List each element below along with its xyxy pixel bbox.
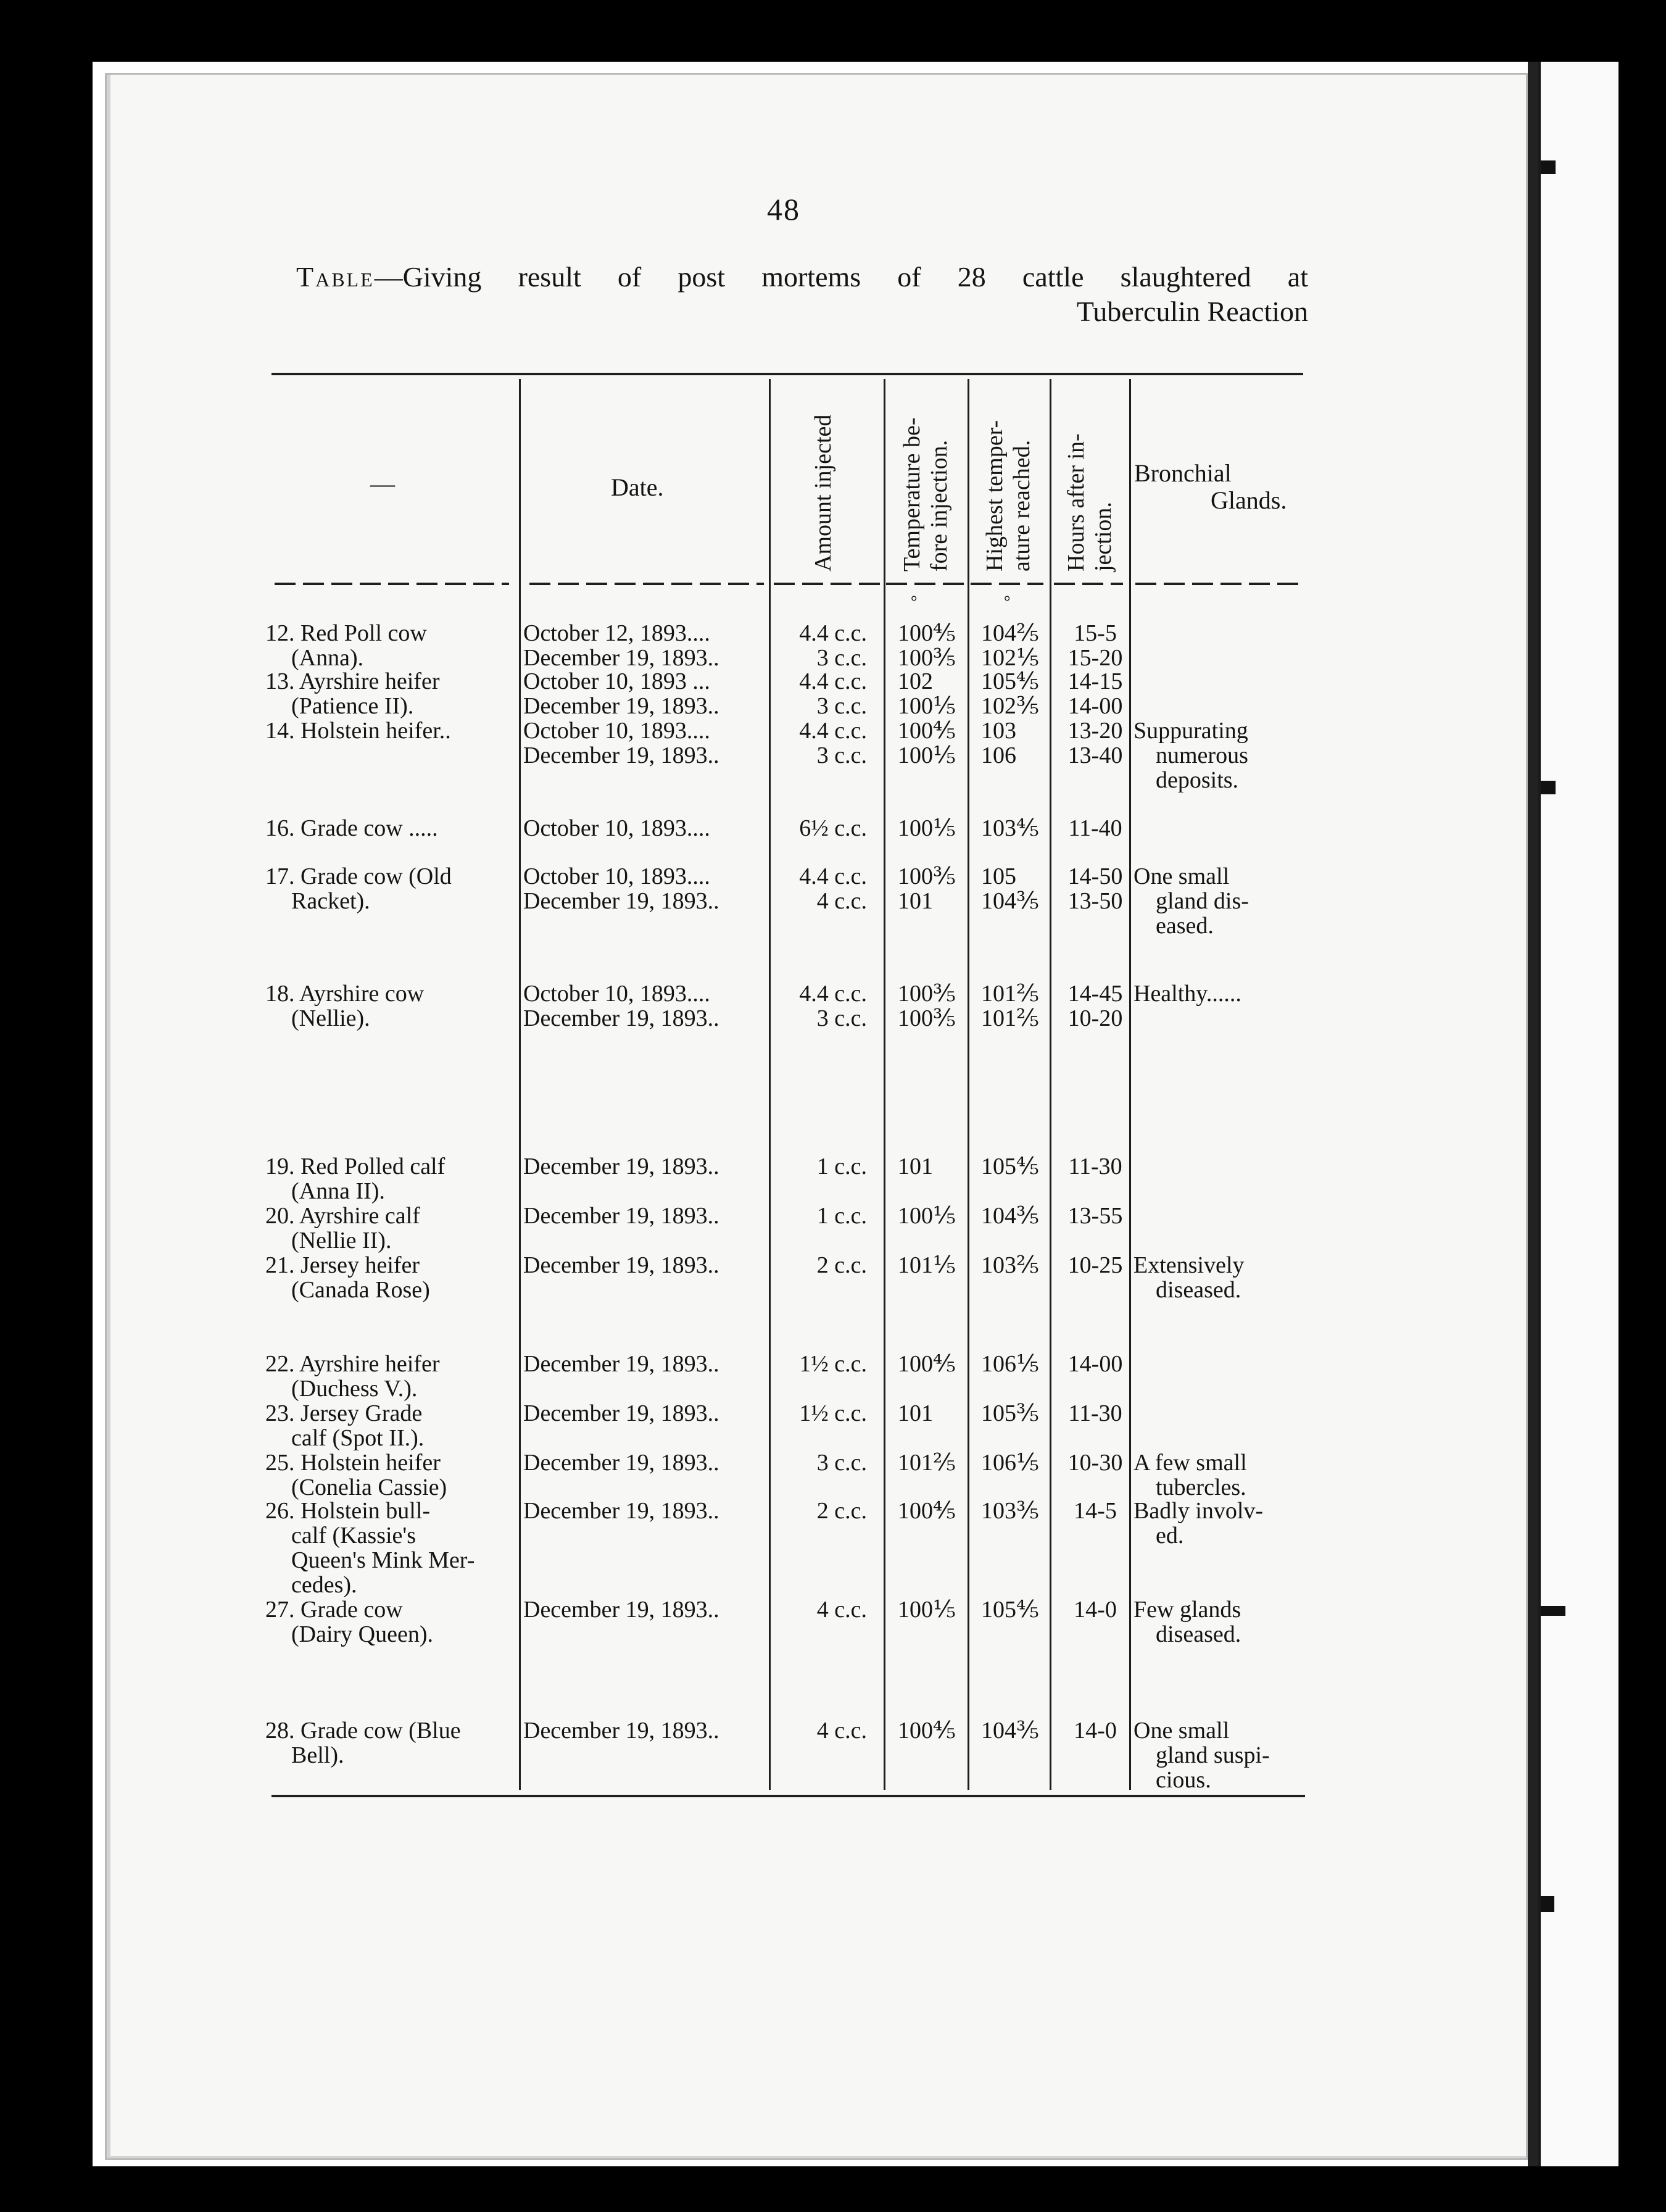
row-temp-before xyxy=(898,1204,959,1228)
row-bronchial-line: diseased. xyxy=(1156,1277,1241,1303)
column-header-temp-before xyxy=(898,418,953,572)
row-temp-before xyxy=(898,816,959,841)
row-temp-before-line: 100⅘ xyxy=(898,1718,956,1744)
row-entry-line: Queen's Mink Mer- xyxy=(291,1547,475,1573)
row-temp-highest-line: 102⅗ xyxy=(981,693,1039,719)
row-temp-highest xyxy=(981,1597,1043,1622)
row-temp-highest xyxy=(981,1450,1043,1475)
row-temp-before xyxy=(898,1154,959,1179)
row-entry-line: 14. Holstein heifer.. xyxy=(265,718,451,744)
row-amount-line: 4.4 c.c. xyxy=(799,668,867,694)
row-amount-line: 1½ c.c. xyxy=(799,1351,867,1377)
row-amount-line: 1 c.c. xyxy=(816,1154,867,1179)
row-date-line: October 10, 1893.... xyxy=(523,718,710,744)
row-amount-line: 4 c.c. xyxy=(816,1718,867,1744)
header-line: ature reached. xyxy=(1009,439,1035,572)
row-amount xyxy=(771,718,867,768)
row-temp-highest-line: 104⅗ xyxy=(981,1203,1039,1229)
row-temp-before-line: 100⅘ xyxy=(898,718,956,744)
row-date-line: October 10, 1893.... xyxy=(523,863,710,889)
row-date-line: December 19, 1893.. xyxy=(523,645,719,671)
row-entry-line: 19. Red Polled calf xyxy=(265,1154,446,1179)
row-temp-before-line: 100⅕ xyxy=(898,693,956,719)
row-temp-highest-line: 105⅘ xyxy=(981,1597,1039,1623)
row-date-line: December 19, 1893.. xyxy=(523,1597,719,1623)
row-hours xyxy=(1063,1499,1128,1523)
row-amount-line: 4 c.c. xyxy=(816,888,867,914)
row-bronchial-line: gland suspi- xyxy=(1156,1742,1270,1768)
row-date xyxy=(523,1352,764,1376)
row-bronchial xyxy=(1133,1450,1319,1500)
row-temp-highest-line: 103⅘ xyxy=(981,815,1039,841)
row-bronchial xyxy=(1133,718,1319,792)
header-line: Highest temper- xyxy=(982,420,1008,572)
row-entry-line: (Duchess V.). xyxy=(291,1376,418,1402)
row-temp-before xyxy=(898,1352,959,1376)
document-page xyxy=(105,73,1528,2160)
row-date-line: December 19, 1893.. xyxy=(523,888,719,914)
row-hours-line: 14-50 xyxy=(1067,863,1123,889)
row-hours xyxy=(1063,718,1128,768)
row-amount xyxy=(771,1597,867,1622)
row-date-line: December 19, 1893.. xyxy=(523,1498,719,1524)
row-amount xyxy=(771,1204,867,1228)
row-date xyxy=(523,981,764,1031)
header-line: Glands. xyxy=(1211,486,1287,514)
row-amount xyxy=(771,981,867,1031)
column-rule xyxy=(884,379,885,1790)
row-entry-line: 17. Grade cow (Old xyxy=(265,863,452,889)
row-hours xyxy=(1063,981,1128,1031)
row-date xyxy=(523,718,764,768)
row-entry-line: 20. Ayrshire calf xyxy=(265,1203,420,1229)
table-top-rule xyxy=(271,373,1303,375)
row-date xyxy=(523,1204,764,1228)
row-hours xyxy=(1063,864,1128,913)
header-line: Temperature be- xyxy=(899,417,925,572)
row-entry xyxy=(265,718,512,743)
row-entry-line: (Nellie II). xyxy=(291,1228,392,1254)
row-temp-before-line: 101 xyxy=(898,888,933,914)
row-hours-line: 10-20 xyxy=(1067,1005,1123,1031)
row-temp-before xyxy=(898,1499,959,1523)
row-temp-before-line: 100⅗ xyxy=(898,981,956,1007)
row-temp-before-line: 100⅗ xyxy=(898,645,956,671)
column-header-amount: Amount injected xyxy=(810,414,836,572)
row-temp-highest xyxy=(981,1204,1043,1228)
row-temp-highest xyxy=(981,1154,1043,1179)
row-amount xyxy=(771,1253,867,1278)
column-rule xyxy=(519,379,521,1790)
header-underline xyxy=(971,583,1043,585)
row-amount xyxy=(771,1154,867,1179)
header-underline xyxy=(1054,583,1123,585)
row-entry-line: 22. Ayrshire heifer xyxy=(265,1351,440,1377)
row-entry-line: 13. Ayrshire heifer xyxy=(265,668,440,694)
row-date-line: December 19, 1893.. xyxy=(523,1400,719,1426)
row-temp-before xyxy=(898,718,959,768)
row-hours-line: 14-5 xyxy=(1074,1498,1117,1524)
row-hours-line: 14-0 xyxy=(1074,1718,1117,1744)
binding-mark xyxy=(1541,160,1556,174)
row-bronchial-line: Few glands xyxy=(1133,1597,1241,1623)
row-entry-line: (Nellie). xyxy=(291,1005,370,1031)
row-amount-line: 1½ c.c. xyxy=(799,1400,867,1426)
row-date-line: October 10, 1893.... xyxy=(523,815,710,841)
row-temp-before-line: 100⅕ xyxy=(898,1203,956,1229)
row-entry-line: 25. Holstein heifer xyxy=(265,1450,441,1476)
column-rule xyxy=(769,379,771,1790)
header-underline xyxy=(1135,583,1303,585)
row-temp-highest-line: 105 xyxy=(981,863,1016,889)
row-bronchial-line: gland dis- xyxy=(1156,888,1249,914)
row-hours-line: 15-5 xyxy=(1074,620,1117,646)
row-hours-line: 14-45 xyxy=(1067,981,1123,1007)
row-hours-line: 13-50 xyxy=(1067,888,1123,914)
row-temp-before-line: 100⅗ xyxy=(898,1005,956,1031)
row-amount-line: 4.4 c.c. xyxy=(799,620,867,646)
row-bronchial-line: diseased. xyxy=(1156,1621,1241,1647)
row-hours xyxy=(1063,816,1128,841)
row-temp-before xyxy=(898,669,959,718)
row-bronchial-line: A few small xyxy=(1133,1450,1247,1476)
row-entry xyxy=(265,981,512,1031)
header-line: Hours after in- xyxy=(1063,433,1089,572)
row-bronchial-line: Badly involv- xyxy=(1133,1498,1264,1524)
row-amount xyxy=(771,669,867,718)
row-entry-line: (Patience II). xyxy=(291,693,414,719)
column-rule xyxy=(1129,379,1131,1790)
row-entry-line: 21. Jersey heifer xyxy=(265,1252,420,1278)
row-temp-highest xyxy=(981,981,1043,1031)
row-bronchial-line: Extensively xyxy=(1133,1252,1245,1278)
row-temp-highest xyxy=(981,669,1043,718)
row-entry xyxy=(265,816,512,841)
row-amount-line: 4.4 c.c. xyxy=(799,981,867,1007)
row-hours-line: 14-0 xyxy=(1074,1597,1117,1623)
row-entry-line: calf (Kassie's xyxy=(291,1523,416,1549)
header-line: jection. xyxy=(1090,502,1116,572)
column-header-date: Date. xyxy=(611,473,664,501)
row-date xyxy=(523,669,764,718)
row-temp-highest xyxy=(981,816,1043,841)
row-amount-line: 6½ c.c. xyxy=(799,815,867,841)
header-underline xyxy=(529,583,764,585)
scan-border-right xyxy=(1618,0,1666,2212)
row-entry xyxy=(265,1253,512,1302)
header-underline xyxy=(886,583,965,585)
row-amount-line: 4.4 c.c. xyxy=(799,863,867,889)
row-temp-highest-line: 105⅘ xyxy=(981,668,1039,694)
row-temp-highest-line: 104⅖ xyxy=(981,620,1039,646)
row-hours xyxy=(1063,1204,1128,1228)
header-line: fore injection. xyxy=(926,439,952,572)
row-hours xyxy=(1063,1718,1128,1743)
row-temp-highest xyxy=(981,621,1043,670)
row-amount xyxy=(771,1401,867,1426)
row-amount-line: 3 c.c. xyxy=(816,1450,867,1476)
row-temp-highest-line: 101⅖ xyxy=(981,981,1039,1007)
row-entry xyxy=(265,1499,512,1597)
row-hours-line: 11-40 xyxy=(1068,815,1122,841)
row-temp-before xyxy=(898,1401,959,1426)
row-entry-line: (Dairy Queen). xyxy=(291,1621,434,1647)
row-temp-highest xyxy=(981,1253,1043,1278)
row-amount xyxy=(771,816,867,841)
row-date-line: December 19, 1893.. xyxy=(523,1005,719,1031)
binding-mark xyxy=(1541,1896,1554,1912)
row-temp-before xyxy=(898,1597,959,1622)
row-date-line: October 10, 1893 ... xyxy=(523,668,710,694)
row-amount xyxy=(771,621,867,670)
row-bronchial-line: One small xyxy=(1133,1718,1230,1744)
row-temp-highest-line: 105⅘ xyxy=(981,1154,1039,1179)
row-bronchial-line: Healthy...... xyxy=(1133,981,1241,1007)
row-bronchial xyxy=(1133,1253,1319,1302)
row-hours xyxy=(1063,1253,1128,1278)
row-entry-line: 26. Holstein bull- xyxy=(265,1498,431,1524)
row-temp-before-line: 101⅕ xyxy=(898,1252,956,1278)
row-amount-line: 2 c.c. xyxy=(816,1498,867,1524)
row-bronchial xyxy=(1133,981,1319,1006)
row-bronchial-line: One small xyxy=(1133,863,1230,889)
row-entry xyxy=(265,1204,512,1253)
row-entry-line: 16. Grade cow ..... xyxy=(265,815,438,841)
row-hours xyxy=(1063,1597,1128,1622)
row-amount xyxy=(771,864,867,913)
column-rule xyxy=(1050,379,1051,1790)
row-temp-highest-line: 106⅕ xyxy=(981,1450,1039,1476)
row-hours-line: 14-15 xyxy=(1067,668,1123,694)
row-temp-before-line: 102 xyxy=(898,668,933,694)
row-date xyxy=(523,1597,764,1622)
header-underline xyxy=(275,583,509,585)
row-temp-before-line: 101⅖ xyxy=(898,1450,956,1476)
scan-border-top xyxy=(0,0,1666,62)
row-temp-highest-line: 104⅗ xyxy=(981,1718,1039,1744)
column-rule xyxy=(968,379,969,1790)
row-hours-line: 13-55 xyxy=(1067,1203,1123,1229)
row-amount xyxy=(771,1352,867,1376)
row-bronchial-line: tubercles. xyxy=(1156,1474,1246,1500)
row-temp-highest-line: 105⅗ xyxy=(981,1400,1039,1426)
row-entry-line: 28. Grade cow (Blue xyxy=(265,1718,461,1744)
row-amount-line: 2 c.c. xyxy=(816,1252,867,1278)
row-bronchial xyxy=(1133,864,1319,938)
row-bronchial-line: cious. xyxy=(1156,1767,1211,1793)
row-temp-before-line: 100⅕ xyxy=(898,742,956,768)
row-temp-highest-line: 106⅕ xyxy=(981,1351,1039,1377)
row-temp-highest xyxy=(981,718,1043,768)
row-amount xyxy=(771,1718,867,1743)
column-header-bronchial xyxy=(1134,460,1287,514)
row-bronchial-line: numerous xyxy=(1156,742,1248,768)
row-date xyxy=(523,816,764,841)
row-hours xyxy=(1063,669,1128,718)
row-temp-before-line: 100⅕ xyxy=(898,815,956,841)
row-amount-line: 3 c.c. xyxy=(816,645,867,671)
row-hours-line: 11-30 xyxy=(1068,1400,1122,1426)
row-temp-highest-line: 104⅗ xyxy=(981,888,1039,914)
row-date xyxy=(523,1253,764,1278)
row-temp-before-line: 100⅘ xyxy=(898,1498,956,1524)
row-amount-line: 4 c.c. xyxy=(816,1597,867,1623)
row-entry-line: 23. Jersey Grade xyxy=(265,1400,423,1426)
row-date xyxy=(523,1450,764,1475)
row-temp-before xyxy=(898,1450,959,1475)
row-amount xyxy=(771,1450,867,1475)
row-temp-before-line: 100⅘ xyxy=(898,1351,956,1377)
row-hours-line: 15-20 xyxy=(1067,645,1123,671)
degree-mark: ° xyxy=(1004,592,1011,610)
row-entry xyxy=(265,1352,512,1401)
row-date-line: December 19, 1893.. xyxy=(523,1203,719,1229)
row-temp-highest-line: 103⅗ xyxy=(981,1498,1039,1524)
row-bronchial-line: Suppurating xyxy=(1133,718,1248,744)
row-temp-before-line: 100⅕ xyxy=(898,1597,956,1623)
row-bronchial xyxy=(1133,1597,1319,1647)
scan-border-left xyxy=(0,0,93,2212)
row-amount-line: 3 c.c. xyxy=(816,693,867,719)
row-entry xyxy=(265,864,512,913)
row-hours-line: 14-00 xyxy=(1067,1351,1123,1377)
table-bottom-rule xyxy=(271,1795,1305,1797)
row-hours-line: 10-30 xyxy=(1067,1450,1123,1476)
row-amount-line: 4.4 c.c. xyxy=(799,718,867,744)
row-entry xyxy=(265,1597,512,1647)
row-date-line: December 19, 1893.. xyxy=(523,742,719,768)
row-temp-before xyxy=(898,621,959,670)
row-hours-line: 14-00 xyxy=(1067,693,1123,719)
row-date-line: December 19, 1893.. xyxy=(523,1450,719,1476)
row-temp-before xyxy=(898,1718,959,1743)
row-entry-line: 12. Red Poll cow xyxy=(265,620,427,646)
row-amount-line: 3 c.c. xyxy=(816,1005,867,1031)
row-temp-highest xyxy=(981,1401,1043,1426)
row-entry-line: 18. Ayrshire cow xyxy=(265,981,425,1007)
row-date xyxy=(523,1718,764,1743)
row-hours-line: 13-20 xyxy=(1067,718,1123,744)
row-date-line: December 19, 1893.. xyxy=(523,1351,719,1377)
row-temp-before xyxy=(898,864,959,913)
row-hours xyxy=(1063,1401,1128,1426)
row-entry xyxy=(265,1401,512,1450)
row-date-line: December 19, 1893.. xyxy=(523,1154,719,1179)
row-temp-before-line: 100⅗ xyxy=(898,863,956,889)
degree-mark: ° xyxy=(911,592,918,610)
row-amount xyxy=(771,1499,867,1523)
row-date-line: October 12, 1893.... xyxy=(523,620,710,646)
scan-border-gap xyxy=(1528,62,1538,2166)
row-hours xyxy=(1063,1154,1128,1179)
row-hours-line: 11-30 xyxy=(1068,1154,1122,1179)
row-temp-highest-line: 103 xyxy=(981,718,1016,744)
row-temp-highest xyxy=(981,1352,1043,1376)
row-temp-before xyxy=(898,981,959,1031)
row-temp-highest-line: 103⅖ xyxy=(981,1252,1039,1278)
row-amount-line: 3 c.c. xyxy=(816,742,867,768)
row-bronchial-line: ed. xyxy=(1156,1523,1184,1549)
row-entry-line: Racket). xyxy=(291,888,370,914)
row-entry-line: (Anna II). xyxy=(291,1178,385,1204)
row-entry-line: (Anna). xyxy=(291,645,364,671)
row-temp-highest xyxy=(981,1499,1043,1523)
row-date-line: December 19, 1893.. xyxy=(523,693,719,719)
binding-mark xyxy=(1541,1606,1565,1616)
column-header-subject: — xyxy=(370,470,395,497)
row-hours-line: 13-40 xyxy=(1067,742,1123,768)
table-caption xyxy=(296,259,1308,295)
row-temp-before-line: 101 xyxy=(898,1154,933,1179)
row-date xyxy=(523,621,764,670)
caption-line-1: —Giving result of post mortems of 28 cattle slaughtered at xyxy=(374,261,1308,293)
binding-mark xyxy=(1541,781,1556,794)
caption-line-2: Tuberculin Reaction xyxy=(1076,296,1308,327)
adjacent-page-edge xyxy=(1538,62,1618,2166)
page-number: 48 xyxy=(767,192,800,227)
row-temp-highest-line: 101⅖ xyxy=(981,1005,1039,1031)
row-temp-before-line: 101 xyxy=(898,1400,933,1426)
row-temp-highest-line: 102⅕ xyxy=(981,645,1039,671)
row-temp-highest xyxy=(981,1718,1043,1743)
row-date xyxy=(523,1499,764,1523)
row-hours xyxy=(1063,621,1128,670)
scan-border-bottom xyxy=(0,2166,1666,2212)
row-hours-line: 10-25 xyxy=(1067,1252,1123,1278)
row-temp-highest xyxy=(981,864,1043,913)
row-entry xyxy=(265,1718,512,1768)
row-date-line: October 10, 1893.... xyxy=(523,981,710,1007)
row-bronchial xyxy=(1133,1718,1319,1792)
row-entry-line: (Conelia Cassie) xyxy=(291,1474,447,1500)
row-date-line: December 19, 1893.. xyxy=(523,1718,719,1744)
row-date xyxy=(523,864,764,913)
row-date xyxy=(523,1154,764,1179)
row-entry-line: (Canada Rose) xyxy=(291,1277,430,1303)
row-hours xyxy=(1063,1352,1128,1376)
row-bronchial-line: eased. xyxy=(1156,913,1214,939)
row-amount-line: 1 c.c. xyxy=(816,1203,867,1229)
row-temp-highest-line: 106 xyxy=(981,742,1016,768)
column-header-hours xyxy=(1063,433,1117,572)
row-entry xyxy=(265,669,512,718)
row-hours xyxy=(1063,1450,1128,1475)
row-date-line: December 19, 1893.. xyxy=(523,1252,719,1278)
row-entry-line: Bell). xyxy=(291,1742,344,1768)
row-date xyxy=(523,1401,764,1426)
row-temp-before-line: 100⅘ xyxy=(898,620,956,646)
row-bronchial xyxy=(1133,1499,1319,1548)
row-entry xyxy=(265,1154,512,1204)
column-header-temp-highest xyxy=(981,420,1035,572)
header-underline xyxy=(774,583,880,585)
row-entry xyxy=(265,1450,512,1500)
row-entry-line: cedes). xyxy=(291,1572,357,1598)
caption-prefix: Table xyxy=(296,261,375,293)
row-entry-line: calf (Spot II.). xyxy=(291,1425,425,1451)
row-bronchial-line: deposits. xyxy=(1156,767,1239,793)
header-line: Bronchial xyxy=(1134,459,1232,487)
row-entry xyxy=(265,621,512,670)
row-temp-before xyxy=(898,1253,959,1278)
row-entry-line: 27. Grade cow xyxy=(265,1597,403,1623)
